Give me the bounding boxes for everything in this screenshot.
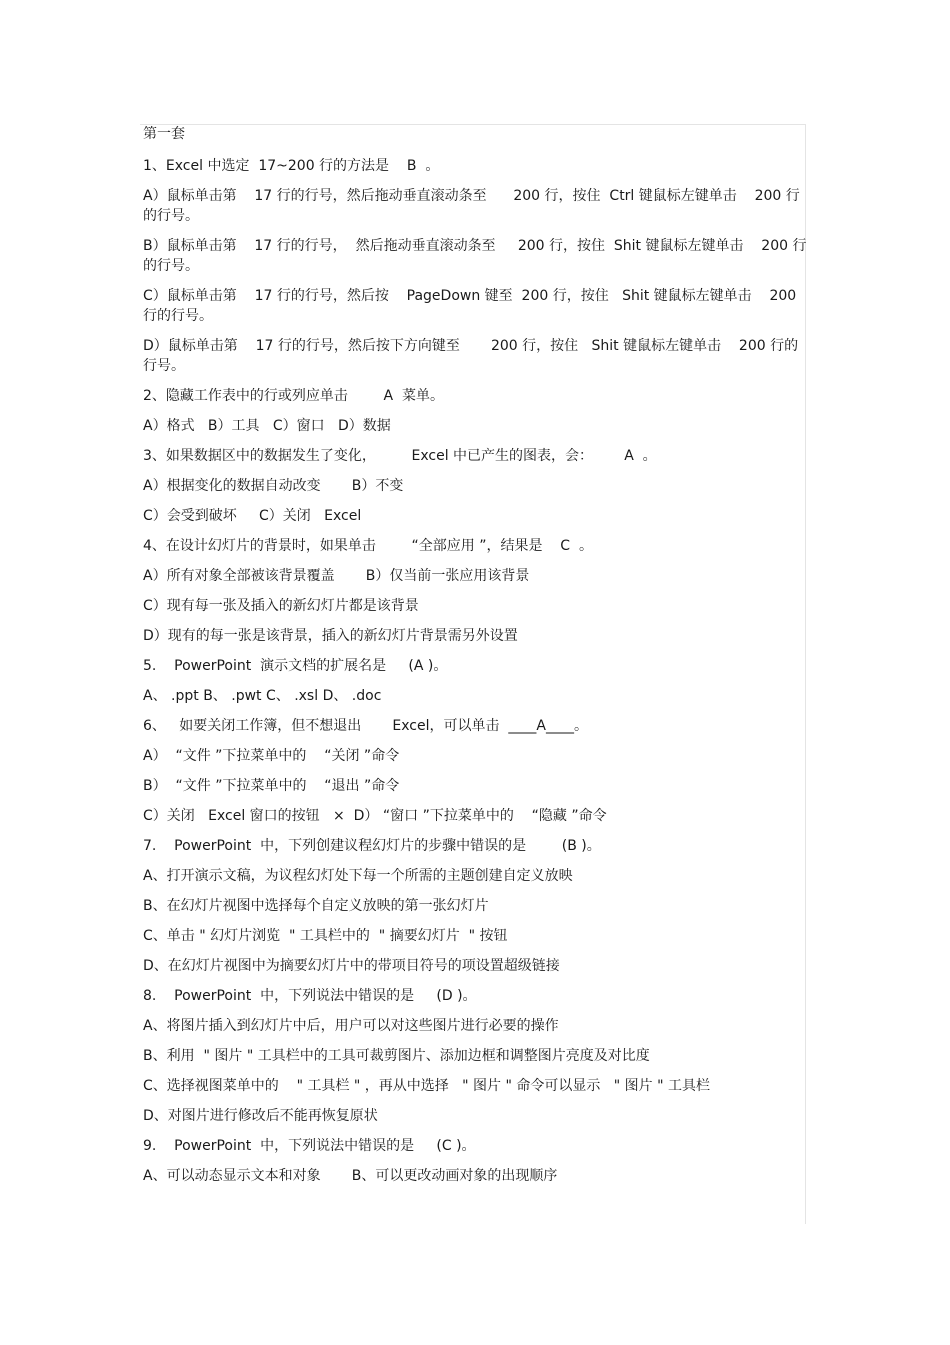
question-7-option-c: C、单击 " 幻灯片浏览 " 工具栏中的 " 摘要幻灯片 " 按钮	[143, 928, 508, 944]
question-4-option-c: C）现有每一张及插入的新幻灯片都是该背景	[143, 598, 419, 614]
question-7-option-a: A、打开演示文稿，为议程幻灯处下每一个所需的主题创建自定义放映	[143, 868, 573, 884]
question-4-option-d: D）现有的每一张是该背景，插入的新幻灯片背景需另外设置	[143, 628, 518, 644]
document-body	[143, 124, 807, 1196]
question-3: 3、如果数据区中的数据发生了变化， Excel 中已产生的图表，会： A 。	[143, 448, 657, 464]
question-7-option-b: B、在幻灯片视图中选择每个自定义放映的第一张幻灯片	[143, 898, 489, 914]
question-1-option-d: D）鼠标单击第 17 行的行号，然后按下方向键至 200 行，按住 Shit 键鼠标左键单击 200 行的行号。	[143, 338, 799, 374]
document-title: 第一套	[143, 126, 185, 142]
question-1-option-b: B）鼠标单击第 17 行的行号， 然后拖动垂直滚动条至 200 行，按住 Shit 键鼠标左键单击 200 行的行号。	[143, 238, 807, 274]
question-4-options-ab: A）所有对象全部被该背景覆盖 B）仅当前一张应用该背景	[143, 568, 530, 584]
question-5-options: A、 .ppt B、 .pwt C、 .xsl D、 .doc	[143, 688, 382, 704]
question-1-option-c: C）鼠标单击第 17 行的行号，然后按 PageDown 键至 200 行，按住 Shit 键鼠标左键单击 200 行的行号。	[143, 288, 801, 324]
question-1: 1、Excel 中选定 17~200 行的方法是 B 。	[143, 158, 440, 174]
question-6: 6、 如要关闭工作簿，但不想退出 Excel，可以单击 ____A____。	[143, 718, 588, 734]
question-6-option-a: A） “文件 ”下拉菜单中的 “关闭 ”命令	[143, 748, 400, 764]
question-1-option-a: A）鼠标单击第 17 行的行号，然后拖动垂直滚动条至 200 行，按住 Ctrl 键鼠标左键单击 200 行的行号。	[143, 188, 800, 224]
question-7-option-d: D、在幻灯片视图中为摘要幻灯片中的带项目符号的项设置超级链接	[143, 958, 560, 974]
question-2: 2、隐藏工作表中的行或列应单击 A 菜单。	[143, 388, 444, 404]
question-8-option-a: A、将图片插入到幻灯片中后，用户可以对这些图片进行必要的操作	[143, 1018, 559, 1034]
question-6-options-cd: C）关闭 Excel 窗口的按钮 × D） “窗口 ”下拉菜单中的 “隐藏 ”命令	[143, 808, 607, 824]
question-7: 7. PowerPoint 中，下列创建议程幻灯片的步骤中错误的是 (B )。	[143, 838, 601, 854]
question-3-options-cd: C）会受到破坏 C）关闭 Excel	[143, 508, 362, 524]
question-8-option-d: D、对图片进行修改后不能再恢复原状	[143, 1108, 378, 1124]
question-8-option-b: B、利用 " 图片 " 工具栏中的工具可裁剪图片、添加边框和调整图片亮度及对比度	[143, 1048, 650, 1064]
question-4: 4、在设计幻灯片的背景时，如果单击 “全部应用 ”，结果是 C 。	[143, 538, 593, 554]
question-9-options-ab: A、可以动态显示文本和对象 B、可以更改动画对象的出现顺序	[143, 1168, 558, 1184]
question-8-option-c: C、选择视图菜单中的 " 工具栏 " ，再从中选择 " 图片 " 命令可以显示 " 图片 " 工具栏	[143, 1078, 710, 1094]
question-8: 8. PowerPoint 中，下列说法中错误的是 (D )。	[143, 988, 477, 1004]
question-2-options: A）格式 B）工具 C）窗口 D）数据	[143, 418, 391, 434]
question-5: 5. PowerPoint 演示文档的扩展名是 (A )。	[143, 658, 448, 674]
question-9: 9. PowerPoint 中，下列说法中错误的是 (C )。	[143, 1138, 476, 1154]
question-6-option-b: B） “文件 ”下拉菜单中的 “退出 ”命令	[143, 778, 400, 794]
question-3-options-ab: A）根据变化的数据自动改变 B）不变	[143, 478, 404, 494]
